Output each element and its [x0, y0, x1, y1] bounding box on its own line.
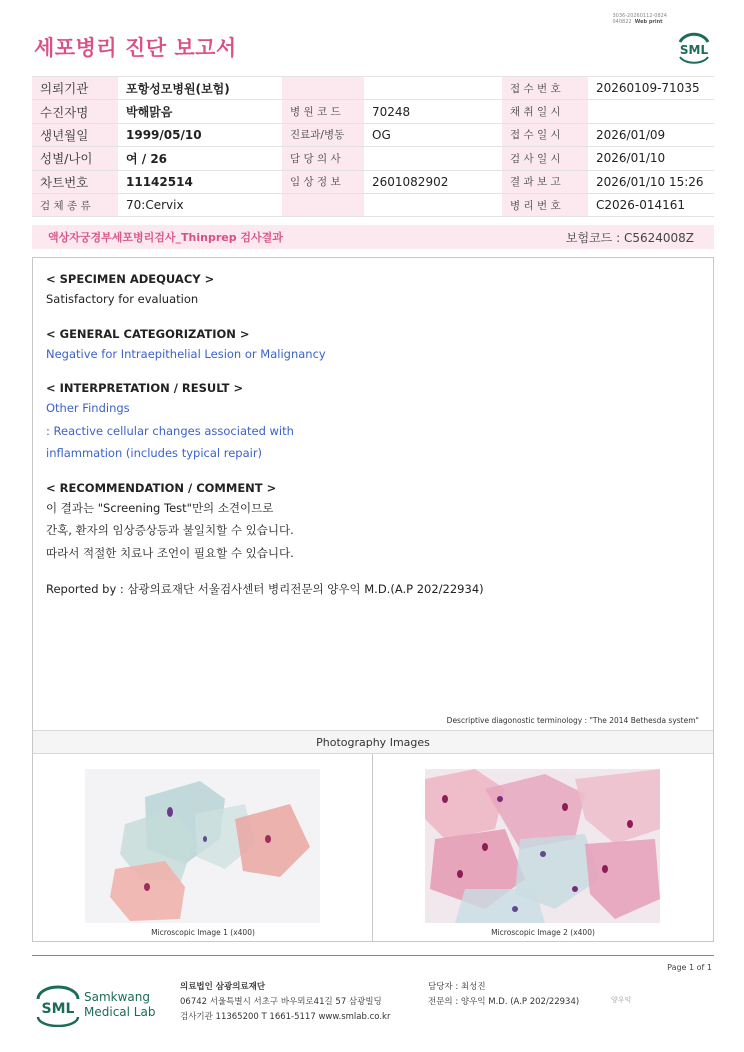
print-meta-line1: 3036-20260112-0824: [612, 13, 667, 19]
specialist-signature: 양우익: [611, 996, 632, 1004]
recommendation-line: 이 결과는 "Screening Test"만의 소견이므로: [46, 500, 274, 515]
recommendation-heading: < RECOMMENDATION / COMMENT >: [46, 480, 277, 495]
info-value: 여 / 26: [118, 147, 282, 170]
info-value: OG: [364, 123, 502, 146]
info-value: [364, 77, 502, 100]
lab-name-line1: Samkwang: [84, 990, 150, 1004]
info-label: 결 과 보 고: [502, 170, 588, 193]
reported-by: Reported by : 삼광의료재단 서울검사센터 병리전문의 양우익 M.D.(A.P 202/22934): [46, 582, 484, 596]
lab-name-line2: Medical Lab: [84, 1005, 156, 1019]
sml-logo-icon: [674, 26, 714, 64]
info-label: [282, 193, 364, 216]
microscopic-image-2: [425, 769, 660, 923]
info-value: 2026/01/10 15:26: [588, 170, 714, 193]
org-name: 의료법인 삼광의료재단: [180, 982, 266, 992]
sml-logo-text: SML: [679, 43, 709, 57]
info-value: [364, 147, 502, 170]
info-label: 검 체 종 류: [32, 193, 118, 216]
info-label: 진료과/병동: [282, 123, 364, 146]
test-name-bar: [32, 225, 714, 249]
page-number: Page 1 of 1: [667, 963, 712, 972]
info-row: [32, 123, 714, 146]
org-address: 06742 서울특별시 서초구 바우뫼로41길 57 삼광빌딩: [180, 997, 382, 1007]
foot-logo-mark: SML: [41, 1001, 75, 1017]
footer-divider: [32, 955, 714, 956]
info-value: 2601082902: [364, 170, 502, 193]
recommendation-line: 따라서 적절한 치료나 조언이 필요할 수 있습니다.: [46, 545, 294, 560]
info-label: 병 리 번 호: [502, 193, 588, 216]
adequacy-text: Satisfactory for evaluation: [46, 292, 199, 306]
general-heading: < GENERAL CATEGORIZATION >: [46, 326, 250, 341]
info-label: 성별/나이: [32, 147, 118, 170]
adequacy-heading: < SPECIMEN ADEQUACY >: [46, 272, 215, 286]
info-label: 검 사 일 시: [502, 147, 588, 170]
interpretation-line: Other Findings: [46, 401, 130, 415]
print-label: Web print: [634, 19, 663, 25]
test-name: 액상자궁경부세포병리검사_Thinprep 검사결과: [48, 231, 283, 244]
info-row: [32, 77, 714, 100]
result-content: [46, 270, 700, 601]
staff-manager: 담당자 : 최성진: [428, 982, 486, 992]
info-value: 20260109-71035: [588, 77, 714, 100]
info-label: 병 원 코 드: [282, 100, 364, 123]
info-label: 생년월일: [32, 123, 118, 146]
info-row: [32, 147, 714, 170]
info-value: 2026/01/09: [588, 123, 714, 146]
info-label: 담 당 의 사: [282, 147, 364, 170]
info-value: [364, 193, 502, 216]
info-row: [32, 193, 714, 216]
patient-info-table: [32, 76, 714, 217]
info-value: 70:Cervix: [118, 193, 282, 216]
info-label: 임 상 정 보: [282, 170, 364, 193]
interpretation-line: : Reactive cellular changes associated with: [46, 423, 294, 438]
info-label: [282, 77, 364, 100]
info-row: [32, 170, 714, 193]
info-value: 박해맑음: [118, 100, 282, 123]
info-value: [588, 100, 714, 123]
insurance-code: 보험코드 : C5624008Z: [565, 230, 694, 245]
photo-section-header: Photography Images: [33, 730, 713, 754]
samkwang-logo-icon: [36, 983, 160, 1027]
info-label: 접 수 번 호: [502, 77, 588, 100]
report-title: 세포병리 진단 보고서: [34, 36, 237, 60]
bethesda-note: Descriptive diagonostic terminology : "The 2014 Bethesda system": [446, 716, 699, 725]
print-meta-line2: [612, 19, 667, 25]
staff-specialist: 전문의 : 양우익 M.D. (A.P 202/22934): [428, 997, 580, 1007]
info-value: 70248: [364, 100, 502, 123]
info-value: 1999/05/10: [118, 123, 282, 146]
info-value: 11142514: [118, 170, 282, 193]
info-label: 의뢰기관: [32, 77, 118, 100]
print-code: 040822: [612, 19, 632, 25]
footer-organization: [180, 980, 390, 1025]
org-contact: 검사기관 11365200 T 1661-5117 www.smlab.co.kr: [180, 1012, 391, 1022]
info-value: C2026-014161: [588, 193, 714, 216]
image-1-caption: Microscopic Image 1 (x400): [151, 928, 255, 937]
info-label: 수진자명: [32, 100, 118, 123]
info-label: 접 수 일 시: [502, 123, 588, 146]
result-panel: [32, 257, 714, 942]
info-label: 채 취 일 시: [502, 100, 588, 123]
microscopic-image-1: [85, 769, 320, 923]
general-text: Negative for Intraepithelial Lesion or Malignancy: [46, 346, 326, 361]
image-2-caption: Microscopic Image 2 (x400): [491, 928, 595, 937]
interpretation-heading: < INTERPRETATION / RESULT >: [46, 381, 244, 395]
info-row: [32, 100, 714, 123]
interpretation-line: inflammation (includes typical repair): [46, 446, 263, 460]
info-value: 2026/01/10: [588, 147, 714, 170]
info-value: 포항성모병원(보험): [118, 77, 282, 100]
print-meta: [612, 13, 667, 25]
photo-divider: [372, 754, 373, 941]
footer-staff: [428, 980, 579, 1010]
info-label: 차트번호: [32, 170, 118, 193]
recommendation-line: 간혹, 환자의 임상증상등과 불일치할 수 있습니다.: [46, 523, 294, 537]
